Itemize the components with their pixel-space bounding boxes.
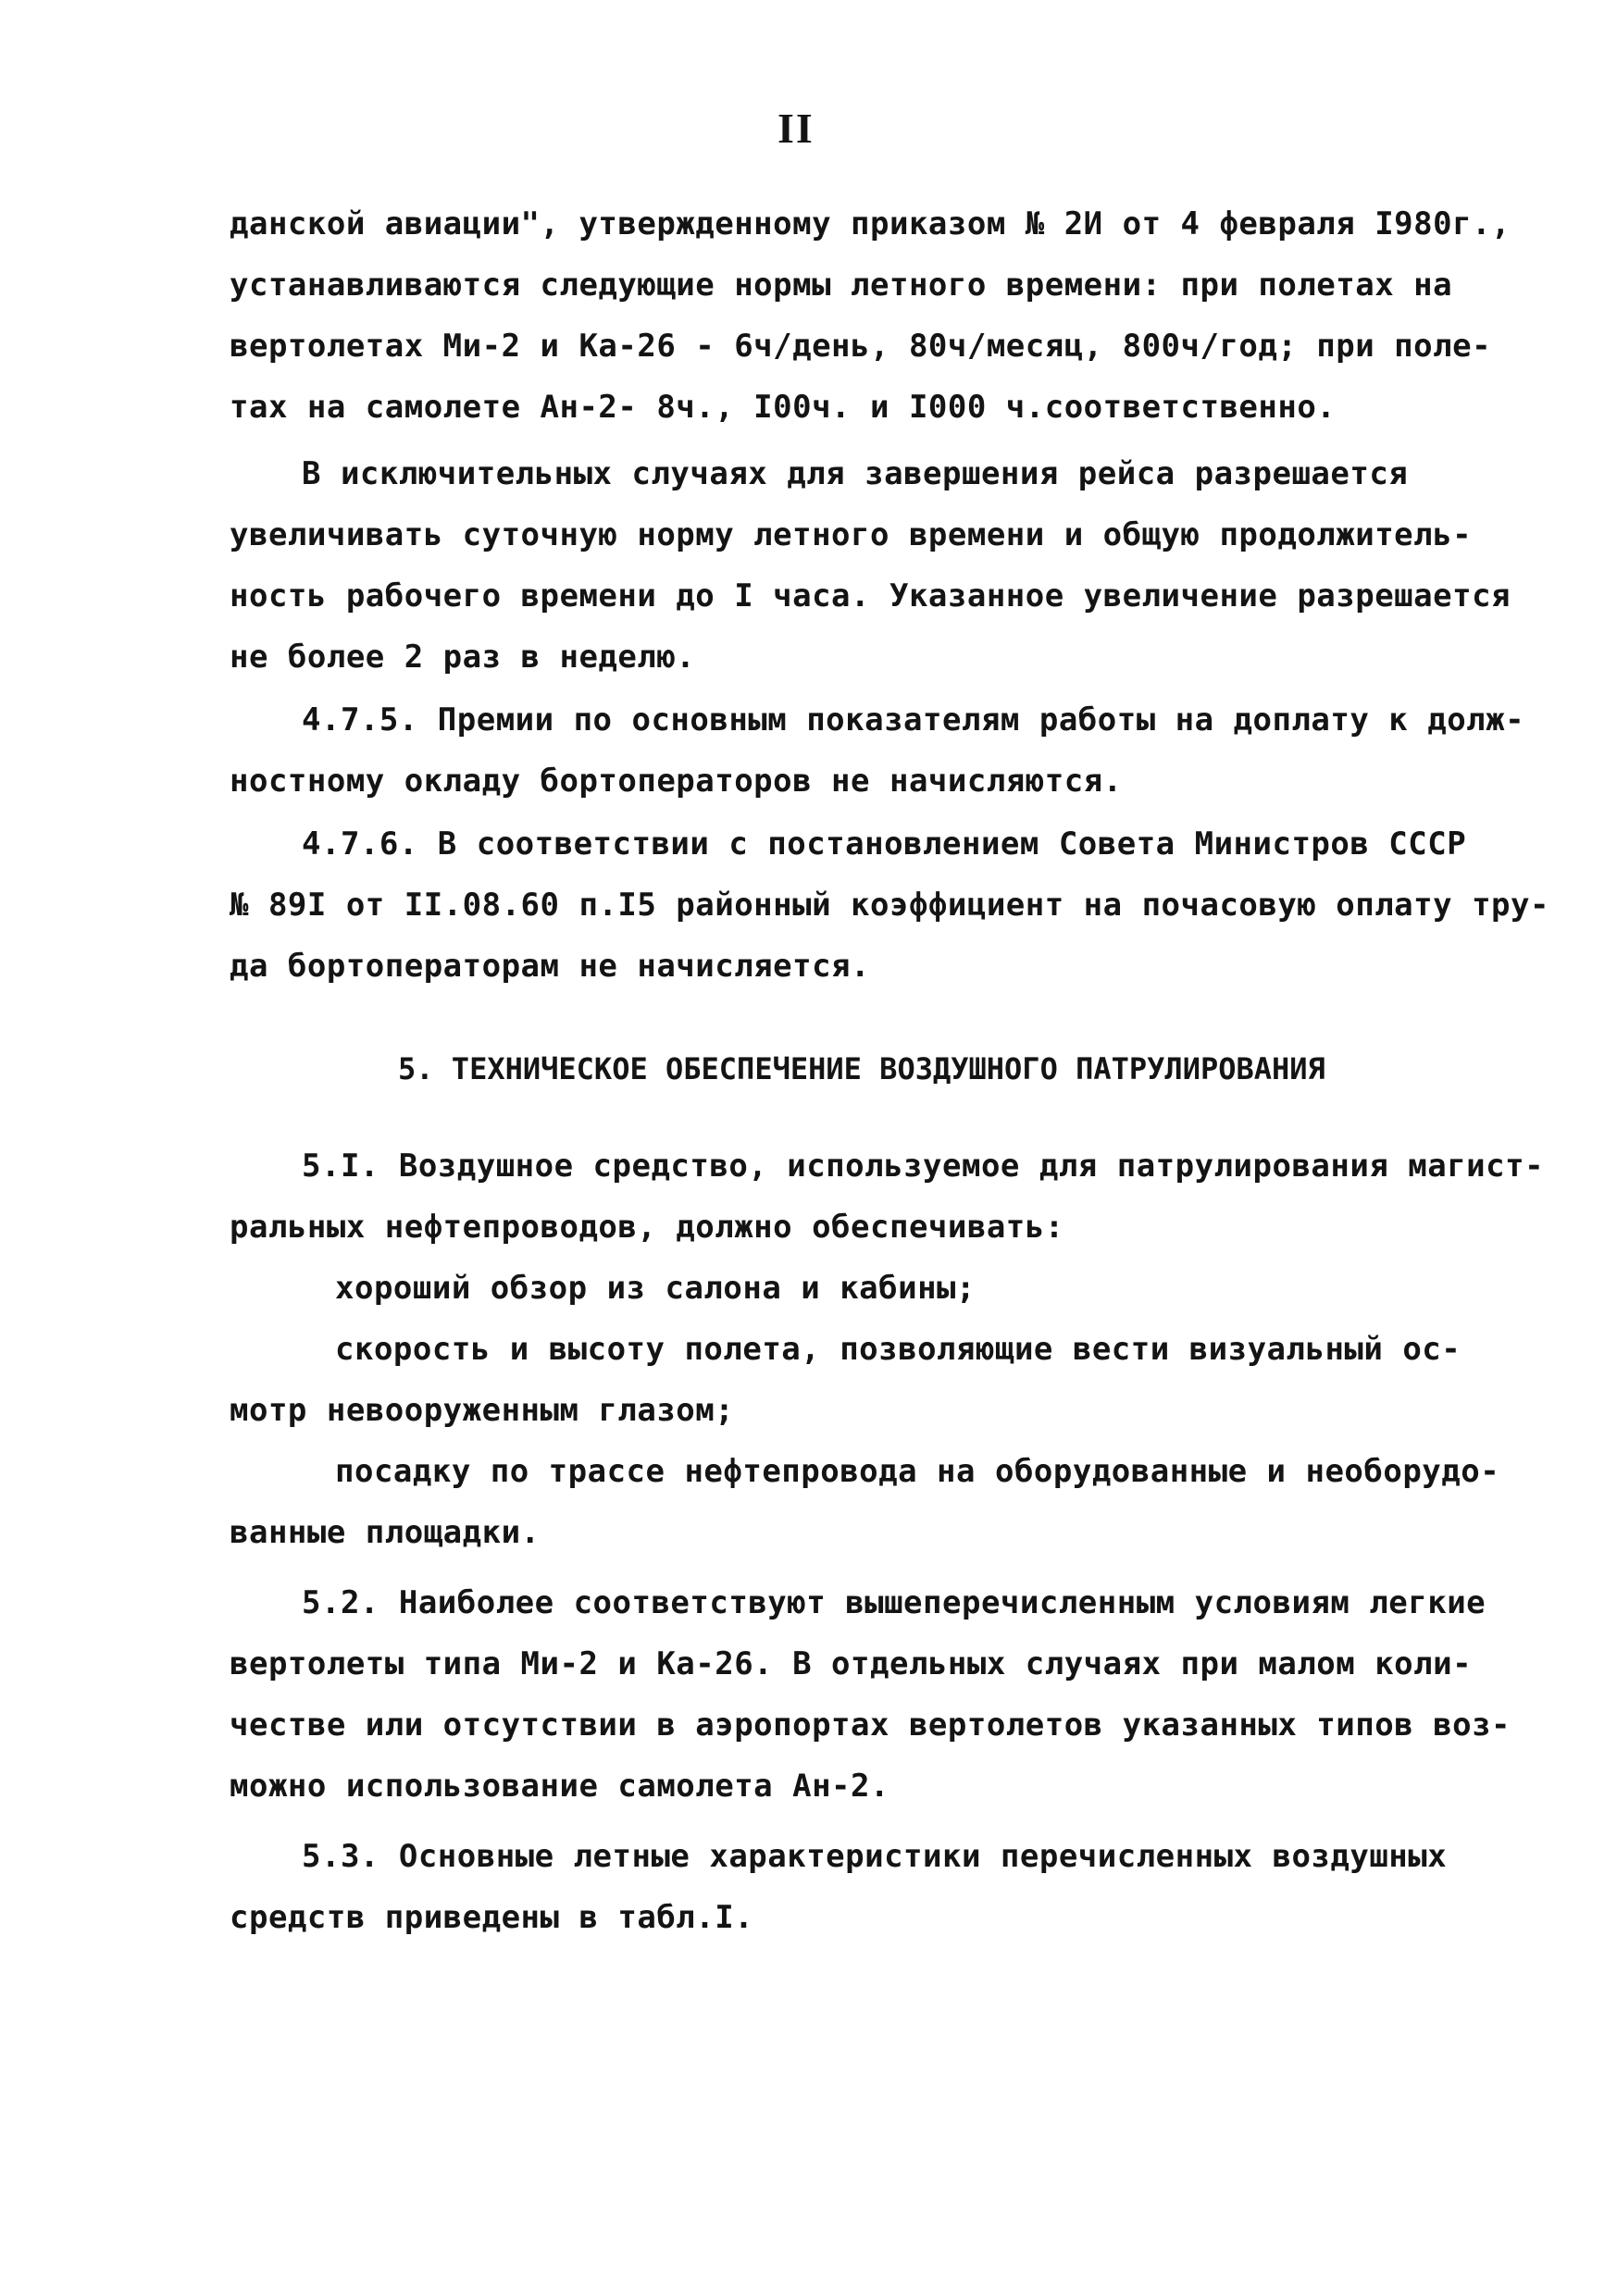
text-line: мотр невооруженным глазом; [230,1392,735,1429]
list-item: скорость и высоту полета, позволяющие вести визуальный ос- [335,1331,1462,1368]
text-line: ральных нефтепроводов, должно обеспечивать: [230,1209,1064,1246]
text-line: вертолеты типа Ми-2 и Ка-26. В отдельных случаях при малом коли- [230,1645,1473,1682]
text-line: честве или отсутствии в аэропортах вертолетов указанных типов воз- [230,1706,1511,1744]
text-line: ность рабочего времени до I часа. Указанное увеличение разрешается [230,577,1511,614]
text-line: В исключительных случаях для завершения рейса разрешается [302,455,1409,492]
text-line: можно использование самолета Ан-2. [230,1768,889,1805]
text-line: ностному окладу бортоператоров не начисляются. [230,763,1123,800]
list-item: посадку по трассе нефтепровода на оборудованные и необорудо- [335,1453,1500,1490]
text-line: не более 2 раз в неделю. [230,639,696,676]
text-line: устанавливаются следующие нормы летного времени: при полетах на [230,267,1453,304]
list-item: хороший обзор из салона и кабины; [335,1270,976,1307]
text-line: вертолетах Ми-2 и Ка-26 - 6ч/день, 80ч/месяц, 800ч/год; при поле- [230,328,1492,365]
section-heading: 5. ТЕХНИЧЕСКОЕ ОБЕСПЕЧЕНИЕ ВОЗДУШНОГО ПАТРУЛИРОВАНИЯ [398,1051,1325,1086]
clause-5-1: 5.I. Воздушное средство, используемое для патрулирования магист- [302,1148,1545,1185]
text-line: да бортоператорам не начисляется. [230,948,871,985]
page-number: II [777,105,815,152]
clause-5-3: 5.3. Основные летные характеристики перечисленных воздушных [302,1838,1448,1875]
text-line: данской авиации", утвержденному приказом № 2И от 4 февраля I980г., [230,205,1511,242]
text-line: № 89I от II.08.60 п.I5 районный коэффициент на почасовую оплату тру- [230,887,1549,924]
clause-4-7-6: 4.7.6. В соответствии с постановлением Совета Министров СССР [302,825,1467,863]
text-line: увеличивать суточную норму летного времени и общую продолжитель- [230,516,1473,553]
text-line: средств приведены в табл.I. [230,1899,754,1936]
clause-4-7-5: 4.7.5. Премии по основным показателям работы на доплату к долж- [302,701,1525,738]
clause-5-2: 5.2. Наиболее соответствуют вышеперечисленным условиям легкие [302,1584,1486,1621]
text-line: ванные площадки. [230,1514,541,1551]
text-line: тах на самолете Ан-2- 8ч., I00ч. и I000 ч.соответственно. [230,389,1337,426]
